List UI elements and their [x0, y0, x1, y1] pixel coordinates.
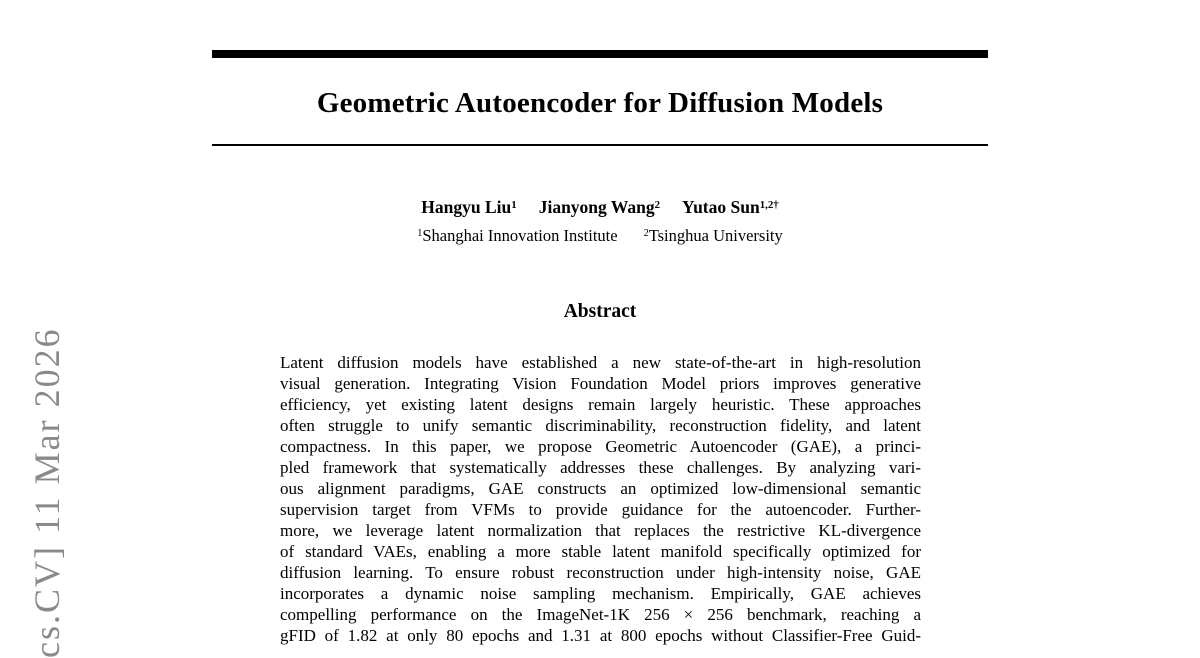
abstract-line: efficiency, yet existing latent designs remain largely heuristic. These approaches — [280, 395, 921, 414]
author: Jianyong Wang$^2$ — [538, 197, 661, 217]
affiliation-superscript: 2 — [643, 228, 649, 240]
author-superscript: 1 — [511, 199, 517, 212]
abstract-line: pled framework that systematically addresses these challenges. By analyzing vari- — [280, 458, 921, 477]
abstract-line: more, we leverage latent normalization that replaces the restrictive KL-divergence — [280, 521, 921, 540]
affiliation-superscript: 1 — [417, 228, 423, 240]
abstract-line: gFID of 1.82 at only 80 epochs and 1.31 at 800 epochs without Classifier-Free Guid- — [280, 626, 921, 645]
abstract-line: compelling performance on the ImageNet-1K 256 × 256 benchmark, reaching a — [280, 605, 921, 624]
author-superscript: 1,2† — [759, 199, 779, 212]
abstract-line: compactness. In this paper, we propose Geometric Autoencoder (GAE), a princi- — [280, 437, 921, 456]
author: Yutao Sun$^{1,2\dagger}$ — [682, 197, 779, 217]
abstract-line: of standard VAEs, enabling a more stable latent manifold specifically optimized for — [280, 542, 921, 561]
abstract-line: ous alignment paradigms, GAE constructs an optimized low-dimensional semantic — [280, 479, 921, 498]
abstract-line: Latent diffusion models have established a new state-of-the-art in high-resolution — [280, 353, 921, 372]
abstract-line: visual generation. Integrating Vision Foundation Model priors improves generative — [280, 374, 921, 393]
title-rule-bottom — [212, 144, 988, 146]
paper-title: Geometric Autoencoder for Diffusion Models — [316, 87, 884, 119]
abstract-line: often struggle to unify semantic discriminability, reconstruction fidelity, and latent — [280, 416, 921, 435]
author-superscript: 2 — [654, 199, 661, 212]
abstract-line: diffusion learning. To ensure robust reconstruction under high-intensity noise, GAE — [280, 563, 921, 582]
abstract-heading: Abstract — [563, 301, 637, 322]
affiliation: $^2$Tsinghua University — [643, 226, 783, 245]
affiliation: $^1$Shanghai Innovation Institute — [417, 226, 618, 245]
abstract-line: supervision target from VFMs to provide guidance for the autoencoder. Further- — [280, 500, 921, 519]
author: Hangyu Liu$^1$ — [421, 197, 517, 217]
abstract-text — [280, 352, 921, 646]
title-rule-top — [212, 50, 988, 58]
affiliations-row — [0, 226, 1200, 246]
arxiv-stamp: cs.CV] 11 Mar 2026 — [27, 327, 67, 658]
abstract-line: incorporates a dynamic noise sampling mechanism. Empirically, GAE achieves — [280, 584, 921, 603]
authors-row — [0, 197, 1200, 218]
